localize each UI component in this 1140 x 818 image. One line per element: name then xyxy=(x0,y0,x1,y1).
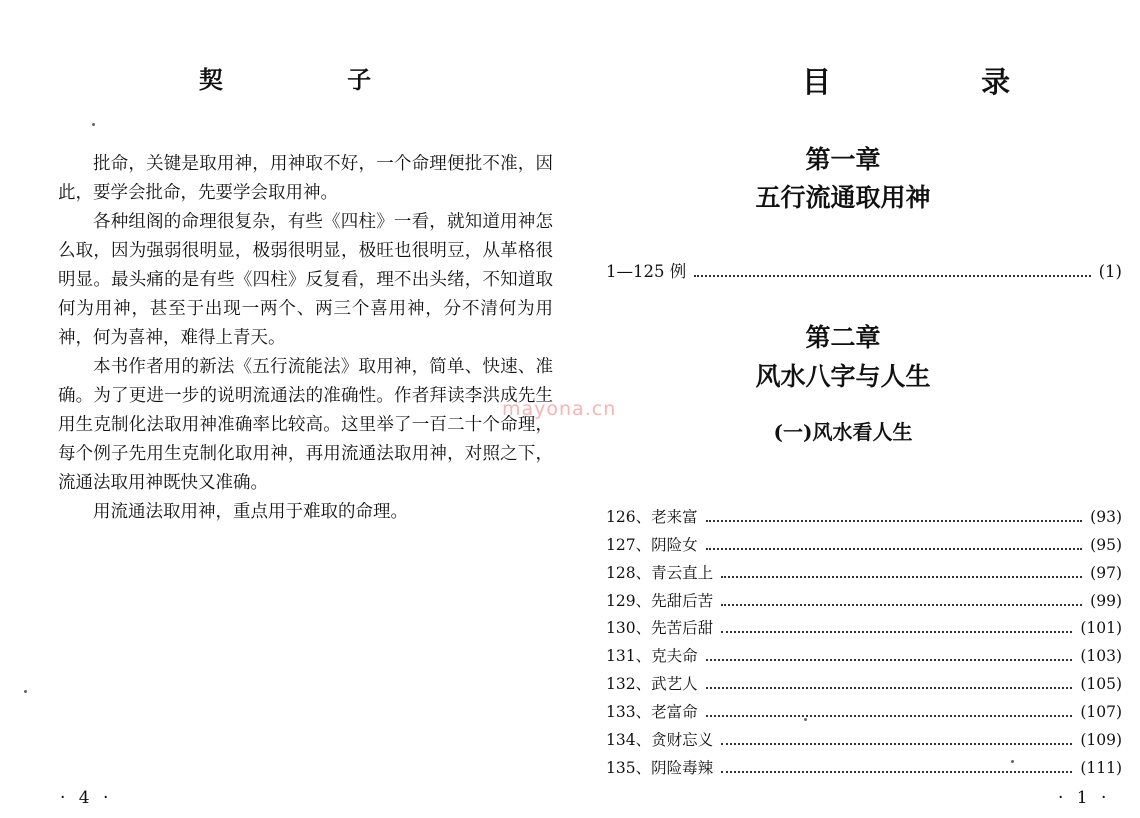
toc-entry-page: (107) xyxy=(1080,703,1122,721)
toc-leader-dots xyxy=(706,520,1083,522)
toc-entry-label: 134、贪财忘义 xyxy=(606,731,714,749)
right-page xyxy=(570,0,1140,818)
toc-entry-page: (93) xyxy=(1090,508,1122,526)
right-page-number: · 1 · xyxy=(1058,788,1111,808)
section-title: (一)风水看人生 xyxy=(773,420,913,444)
chapter-2-name: 风水八字与人生 xyxy=(755,362,931,391)
scan-speck xyxy=(804,718,807,721)
toc-entry-page: (101) xyxy=(1080,619,1122,637)
watermark-text: mayona.cn xyxy=(502,398,617,420)
toc-entry-page: (99) xyxy=(1090,592,1122,610)
toc-leader-dots xyxy=(721,576,1082,578)
toc-entry-label: 128、青云直上 xyxy=(606,564,714,582)
toc-leader-dots xyxy=(721,771,1072,773)
toc-entry-page: (111) xyxy=(1080,759,1122,777)
chapter-1-number: 第一章 xyxy=(805,145,881,174)
toc-entry-label: 131、克夫命 xyxy=(606,647,698,665)
toc-entry-label: 133、老富命 xyxy=(606,703,698,721)
toc-leader-dots xyxy=(706,715,1073,717)
chapter-2-number: 第二章 xyxy=(805,323,881,352)
toc-entry-label: 127、阴险女 xyxy=(606,536,698,554)
toc-entry-label: 126、老来富 xyxy=(606,508,698,526)
preface-paragraph: 批命，关键是取用神，用神取不好，一个命理便批不准，因此，要学会批命，先要学会取用神。 xyxy=(58,154,553,203)
scan-speck xyxy=(92,123,95,126)
toc-entry-page: (1) xyxy=(1098,262,1122,281)
preface-body xyxy=(58,150,553,527)
toc-title: 目 录 xyxy=(802,65,1081,99)
scan-speck xyxy=(1011,760,1014,763)
toc-leader-dots xyxy=(706,548,1083,550)
toc-entry-page: (97) xyxy=(1090,564,1122,582)
toc-entry[interactable] xyxy=(606,616,1122,638)
preface-title: 契 子 xyxy=(198,65,430,94)
toc-entry[interactable] xyxy=(606,672,1122,694)
toc-entry[interactable] xyxy=(606,258,1122,282)
toc-leader-dots xyxy=(721,604,1082,606)
toc-leader-dots xyxy=(721,631,1072,633)
toc-entry-label: 1—125 例 xyxy=(606,262,687,281)
preface-paragraph: 用流通法取用神，重点用于难取的命理。 xyxy=(93,502,408,522)
toc-entry[interactable] xyxy=(606,589,1122,611)
toc-entry-page: (109) xyxy=(1080,731,1122,749)
toc-entry-label: 130、先苦后甜 xyxy=(606,619,714,637)
toc-entry-page: (105) xyxy=(1080,675,1122,693)
preface-paragraph: 本书作者用的新法《五行流能法》取用神，简单、快速、准确。为了更进一步的说明流通法的准确性。作者拜读李洪成先生用生克制化法取用神准确率比较高。这里举了一百二十个命理，每个例子先用生克制化取用神，再用流通法取用神，对照之下，流通法取用神既快又准确。 xyxy=(58,357,553,493)
toc-entry[interactable] xyxy=(606,505,1122,527)
toc-entry-label: 135、阴险毒辣 xyxy=(606,759,714,777)
toc-entry[interactable] xyxy=(606,561,1122,583)
left-page-number: · 4 · xyxy=(60,788,113,808)
toc-entry[interactable] xyxy=(606,644,1122,666)
toc-entry[interactable] xyxy=(606,728,1122,750)
toc-leader-dots xyxy=(694,275,1090,277)
scan-speck xyxy=(24,690,27,693)
toc-leader-dots xyxy=(706,687,1073,689)
toc-entry-label: 129、先甜后苦 xyxy=(606,592,714,610)
toc-entry[interactable] xyxy=(606,700,1122,722)
toc-entry-page: (95) xyxy=(1090,536,1122,554)
toc-leader-dots xyxy=(706,659,1073,661)
toc-leader-dots xyxy=(721,743,1072,745)
chapter-1-name: 五行流通取用神 xyxy=(755,183,931,212)
toc-entry-page: (103) xyxy=(1080,647,1122,665)
preface-paragraph: 各种组阁的命理很复杂，有些《四柱》一看，就知道用神怎么取，因为强弱很明显，极弱很明显，极旺也很明豆，从革格很明显。最头痛的是有些《四柱》反复看，理不出头绪，不知道取何为用神，甚至于出现一两个、两三个喜用神，分不清何为用神，何为喜神，难得上青天。 xyxy=(58,212,553,348)
toc-entry-label: 132、武艺人 xyxy=(606,675,698,693)
toc-entry[interactable] xyxy=(606,756,1122,778)
toc-entry[interactable] xyxy=(606,533,1122,555)
